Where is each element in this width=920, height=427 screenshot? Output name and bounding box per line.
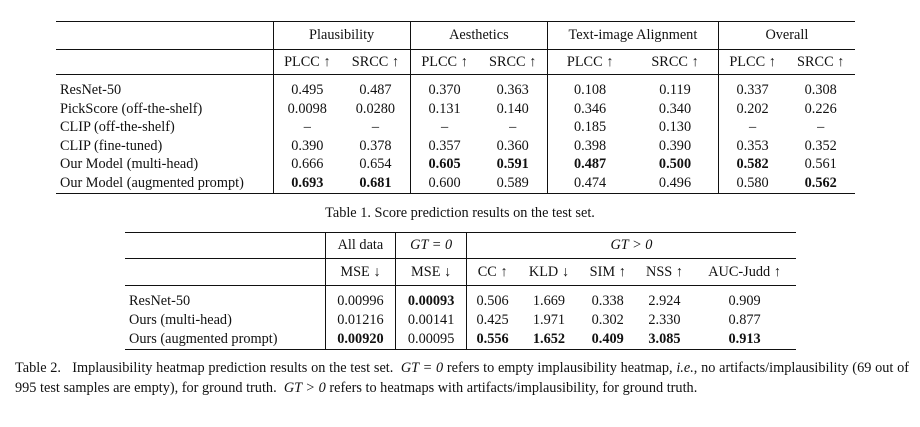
t2-metric-auc-judd: AUC-Judd ↑ — [693, 259, 796, 286]
table-cell-best: 0.556 — [466, 330, 518, 350]
table-cell: 0.340 — [632, 100, 718, 119]
table-cell: 0.00141 — [396, 311, 467, 330]
table-cell: 0.561 — [804, 156, 837, 173]
t1-group-alignment: Text-image Alignment — [548, 22, 719, 50]
t1-metric-plcc: PLCC ↑ — [273, 50, 341, 75]
t1-metric-plcc: PLCC ↑ — [718, 50, 786, 75]
table-cell: 0.474 — [548, 174, 633, 193]
table-cell: – — [478, 118, 547, 137]
table-cell: 0.308 — [804, 82, 837, 98]
table-cell-best: 1.652 — [518, 330, 579, 350]
table-cell: – — [817, 119, 825, 136]
table-row — [56, 100, 855, 119]
table-cell: 0.666 — [291, 156, 324, 173]
t1-metric-plcc: PLCC ↑ — [548, 50, 633, 75]
table-cell: 0.600 — [410, 174, 478, 193]
table-cell: 0.909 — [728, 293, 761, 309]
caption-label: Table 2. — [15, 360, 62, 376]
gt-zero-label: GT = 0 — [410, 237, 453, 253]
t1-metric-srcc: SRCC ↑ — [341, 50, 410, 75]
t2-metric-mse: MSE ↓ — [396, 259, 467, 286]
table-cell-best: 0.681 — [341, 174, 410, 193]
table-cell: 0.589 — [478, 174, 547, 193]
table-cell: 0.337 — [736, 82, 769, 98]
row-label: Our Model (multi-head) — [56, 155, 273, 174]
table1-caption: Table 1. Score prediction results on the test set. — [325, 205, 595, 221]
table-cell: 0.00095 — [396, 330, 467, 350]
table-cell: 2.330 — [648, 312, 681, 328]
t1-metric-plcc: PLCC ↑ — [410, 50, 478, 75]
caption-text: Implausibility heatmap prediction results on the test set. — [72, 360, 394, 376]
t2-corner-cell — [125, 233, 325, 259]
table-cell: 0.185 — [574, 119, 607, 136]
table-cell: 0.363 — [478, 81, 547, 100]
table-cell-best: 0.00920 — [325, 330, 396, 350]
table-row — [125, 311, 796, 330]
table-cell: 0.0280 — [341, 100, 410, 119]
table-cell: 0.398 — [574, 137, 607, 154]
table-cell-best: 0.562 — [786, 174, 855, 193]
table-cell: 0.108 — [574, 82, 607, 98]
row-label: ResNet-50 — [56, 81, 273, 100]
row-label: CLIP (off-the-shelf) — [56, 118, 273, 137]
table-cell: 0.357 — [428, 137, 461, 154]
table-cell: 0.346 — [574, 100, 607, 117]
row-label: Our Model (augmented prompt) — [56, 174, 273, 193]
heatmap-prediction-table — [125, 232, 796, 350]
table-cell: 0.131 — [428, 100, 461, 117]
table-row — [56, 155, 855, 174]
table-row — [56, 174, 855, 193]
table-cell: – — [341, 118, 410, 137]
table-cell: 0.00996 — [325, 292, 396, 311]
table-cell: 2.924 — [648, 293, 681, 309]
t2-metric-cc: CC ↑ — [466, 259, 518, 286]
caption-text: refers to empty implausibility heatmap, — [446, 360, 673, 376]
t2-metric-mse: MSE ↓ — [325, 259, 396, 286]
table-cell: 0.140 — [478, 100, 547, 119]
table-cell: 0.01216 — [325, 311, 396, 330]
table-cell: 0.226 — [804, 100, 837, 117]
t2-header-gt-positive — [466, 233, 796, 259]
table-cell: 0.130 — [632, 118, 718, 137]
table-row — [125, 292, 796, 311]
table-cell: 0.425 — [476, 312, 509, 328]
table-cell-best: 0.00093 — [396, 292, 467, 311]
table-cell: 0.360 — [478, 137, 547, 156]
table-row — [56, 118, 855, 137]
table-cell-best: 3.085 — [636, 330, 693, 350]
caption-ie: i.e. — [676, 360, 694, 376]
table-cell: 0.877 — [728, 312, 761, 328]
table-cell-best: 0.693 — [273, 174, 341, 193]
table-cell: – — [749, 119, 757, 136]
table-cell: 0.378 — [341, 137, 410, 156]
table-cell-best: 0.409 — [580, 330, 636, 350]
t2-corner-cell-2 — [125, 259, 325, 286]
caption-gt-zero: GT = 0 — [400, 360, 444, 376]
table-cell: 0.390 — [291, 137, 324, 154]
table-cell: 0.0098 — [287, 100, 327, 117]
table-cell: 1.971 — [532, 312, 566, 328]
row-label: CLIP (fine-tuned) — [56, 137, 273, 156]
t1-group-overall: Overall — [718, 22, 855, 50]
row-label: Ours (multi-head) — [125, 311, 325, 330]
row-label: Ours (augmented prompt) — [125, 330, 325, 350]
table-cell: – — [303, 119, 311, 136]
table-cell: 0.370 — [428, 82, 461, 98]
table-cell: 0.390 — [632, 137, 718, 156]
table-cell: 0.495 — [291, 82, 324, 98]
table-cell: 0.119 — [632, 81, 718, 100]
t1-corner-cell-2 — [56, 50, 273, 75]
table-cell: 0.506 — [476, 293, 509, 309]
t1-metric-srcc: SRCC ↑ — [786, 50, 855, 75]
table-cell: 0.487 — [341, 81, 410, 100]
table-cell: 1.669 — [532, 293, 566, 309]
t2-header-gt-zero — [396, 233, 467, 259]
row-label: ResNet-50 — [125, 292, 325, 311]
table-cell-best: 0.487 — [574, 156, 607, 173]
table-cell: 0.352 — [804, 137, 837, 154]
table-cell-best: 0.582 — [736, 156, 769, 173]
table-cell: 0.654 — [341, 155, 410, 174]
t1-metric-srcc: SRCC ↑ — [478, 50, 547, 75]
table-cell: 0.353 — [736, 137, 769, 154]
t1-group-plausibility: Plausibility — [273, 22, 410, 50]
table-row — [125, 330, 796, 350]
gt-positive-label: GT > 0 — [610, 237, 653, 253]
t2-metric-nss: NSS ↑ — [636, 259, 693, 286]
row-label: PickScore (off-the-shelf) — [56, 100, 273, 119]
table-cell: 0.202 — [736, 100, 769, 117]
table-row — [56, 81, 855, 100]
table-cell-best: 0.605 — [428, 156, 461, 173]
table-cell: 0.302 — [591, 312, 624, 328]
table-cell: 0.580 — [718, 174, 786, 193]
table-row — [56, 137, 855, 156]
t2-metric-sim: SIM ↑ — [580, 259, 636, 286]
table-cell: 0.338 — [591, 293, 624, 309]
table-cell: 0.496 — [632, 174, 718, 193]
t1-metric-srcc: SRCC ↑ — [632, 50, 718, 75]
t1-group-aesthetics: Aesthetics — [410, 22, 547, 50]
table-cell-best: 0.500 — [632, 155, 718, 174]
table-cell-best: 0.913 — [693, 330, 796, 350]
caption-text: refers to heatmaps with artifacts/implausibility, for ground truth. — [329, 380, 698, 396]
table-cell-best: 0.591 — [478, 155, 547, 174]
t2-metric-kld: KLD ↓ — [518, 259, 579, 286]
caption-gt-positive: GT > 0 — [283, 380, 326, 396]
t2-header-all-data: All data — [325, 233, 396, 259]
caption-text: , no artifacts/implausibility (69 out of 995 test samples are empty), for ground truth. — [15, 360, 910, 396]
table2-caption — [15, 358, 909, 398]
t1-corner-cell — [56, 22, 273, 50]
score-prediction-table — [56, 21, 855, 194]
table-cell: – — [440, 119, 449, 136]
